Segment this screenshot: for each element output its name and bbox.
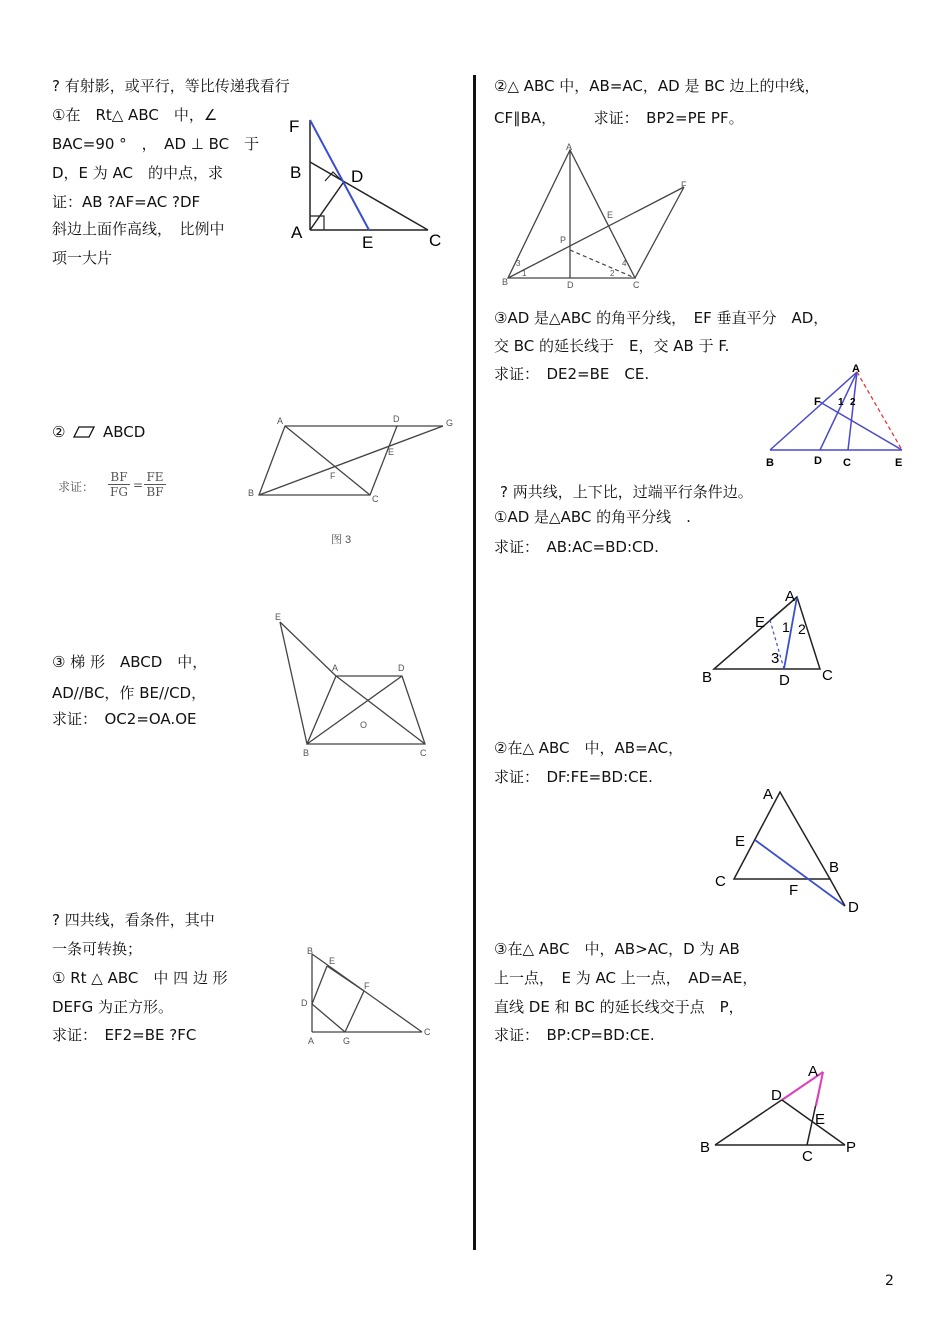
right-problem-5-line-4: 求证： BP:CP=BD:CE.: [494, 1026, 655, 1044]
label-P: P: [846, 1139, 857, 1156]
label-A: A: [277, 416, 284, 426]
angle-2: 2: [610, 269, 615, 278]
label-F: F: [681, 180, 687, 190]
problem-3-line-1: ③ 梯 形 ABCD 中，: [52, 653, 208, 671]
figure-parallelogram: [245, 412, 460, 552]
right-problem-3-line-2: 求证： AB:AC=BD:CD.: [494, 538, 659, 556]
angle-3: 3: [516, 259, 521, 268]
angle-1: 1: [782, 619, 790, 635]
label-E: E: [735, 833, 746, 850]
label-D: D: [301, 998, 308, 1008]
right-problem-2-line-1: ③AD 是△ABC 的角平分线， EF 垂直平分 AD，: [494, 309, 829, 327]
right-problem-2-line-3: 求证： DE2=BE CE.: [494, 365, 650, 383]
section-heading-four-collinear-2: 一条可转换；: [52, 940, 143, 958]
figure-isosceles-transversal: [705, 780, 865, 915]
label-A: A: [852, 363, 860, 375]
figure-caption: 图 3: [331, 534, 352, 546]
right-problem-5-line-2: 上一点， E 为 AC 上一点， AD=AE，: [494, 969, 758, 987]
right-problem-2-line-2: 交 BC 的延长线于 E，交 AB 于 F.: [494, 337, 730, 355]
label-C: C: [843, 457, 851, 469]
problem-1-line-3: D，E 为 AC 的中点，求: [52, 164, 224, 182]
angle-1: 1: [522, 269, 527, 278]
fraction-2-den: BF: [146, 485, 164, 499]
label-C: C: [372, 494, 379, 504]
label-P: P: [560, 235, 567, 245]
problem-3-line-3: 求证： OC2=OA.OE: [52, 710, 197, 728]
label-B: B: [502, 277, 509, 287]
fraction-1-den: FG: [110, 485, 128, 499]
label-A: A: [308, 1036, 315, 1046]
angle-3: 3: [771, 650, 780, 667]
label-D: D: [398, 663, 405, 673]
right-problem-4-line-2: 求证： DF:FE=BD:CE.: [494, 768, 653, 786]
angle-1: 1: [838, 397, 844, 408]
label-A: A: [763, 786, 774, 803]
problem-2-number: ②: [52, 423, 66, 441]
label-F: F: [364, 981, 370, 991]
label-D: D: [393, 414, 400, 424]
right-problem-4-line-1: ②在△ ABC 中，AB=AC，: [494, 739, 684, 757]
label-A: A: [332, 663, 339, 673]
section-heading-four-collinear-1: ? 四共线，看条件，其中: [52, 911, 215, 929]
label-C: C: [633, 280, 640, 290]
right-problem-3-line-1: ①AD 是△ABC 的角平分线 .: [494, 508, 691, 526]
label-B: B: [303, 748, 310, 758]
label-A: A: [808, 1063, 819, 1080]
figure-trapezoid: [270, 608, 440, 763]
label-C: C: [424, 1027, 431, 1037]
fraction-1: [108, 470, 130, 499]
problem-1-line-1: ①在 Rt△ ABC 中，∠: [52, 106, 218, 124]
right-problem-5-line-1: ③在△ ABC 中，AB>AC，D 为 AB: [494, 940, 740, 958]
problem-1-line-4: 证：AB ?AF=AC ?DF: [52, 193, 201, 211]
label-E: E: [815, 1111, 826, 1128]
label-C: C: [802, 1148, 813, 1165]
section-heading-two-collinear: ? 两共线，上下比，过端平行条件边。: [500, 483, 753, 501]
label-B: B: [307, 946, 314, 956]
label-D: D: [771, 1087, 782, 1104]
label-A: A: [291, 223, 303, 242]
parallelogram-icon: [73, 419, 95, 431]
problem-1-line-6: 项一大片: [52, 249, 113, 267]
qiuzheng-label: 求证：: [58, 480, 95, 494]
label-B: B: [766, 457, 774, 469]
label-O: O: [360, 720, 368, 730]
label-A: A: [566, 142, 573, 152]
figure-right-triangle-altitude: [285, 110, 450, 255]
angle-2: 2: [850, 397, 856, 408]
label-B: B: [829, 859, 840, 876]
angle-4: 4: [622, 259, 627, 268]
label-E: E: [755, 614, 766, 631]
label-F: F: [330, 471, 336, 481]
problem-2-title: [52, 418, 145, 447]
fraction-2: [144, 470, 166, 499]
fraction-eq: =: [133, 478, 144, 492]
right-problem-1-line-1: ②△ ABC 中，AB=AC，AD 是 BC 边上的中线，: [494, 77, 820, 95]
problem-1-line-5: 斜边上面作高线， 比例中: [52, 220, 225, 238]
section-heading-projection: ? 有射影，或平行，等比传递我看行: [52, 77, 290, 95]
label-F: F: [289, 117, 300, 136]
label-G: G: [343, 1036, 351, 1046]
figure-transversal-extension: [695, 1060, 870, 1170]
right-problem-5-line-3: 直线 DE 和 BC 的延长线交于点 P，: [494, 998, 744, 1016]
label-D: D: [567, 280, 574, 290]
label-E: E: [388, 447, 395, 457]
label-G: G: [446, 418, 454, 428]
label-F: F: [814, 396, 821, 408]
problem-4-line-3: 求证： EF2=BE ?FC: [52, 1026, 197, 1044]
label-E: E: [362, 233, 374, 252]
label-C: C: [420, 748, 427, 758]
label-B: B: [702, 669, 713, 686]
problem-4-line-2: DEFG 为正方形。: [52, 998, 174, 1016]
label-E: E: [329, 956, 336, 966]
figure-inscribed-square: [300, 942, 440, 1052]
right-problem-1-line-2: CF∥BA， 求证： BP2=PE PF。: [494, 109, 744, 127]
label-B: B: [700, 1139, 711, 1156]
problem-1-line-2: BAC=90 ° ， AD ⊥ BC 于: [52, 135, 260, 153]
problem-3-line-2: AD//BC，作 BE//CD，: [52, 684, 207, 702]
fraction-1-num: BF: [110, 470, 128, 484]
label-B: B: [248, 488, 255, 498]
label-C: C: [715, 873, 726, 890]
label-C: C: [429, 231, 442, 250]
label-F: F: [789, 882, 799, 899]
figure-angle-bisector-perp: [760, 360, 910, 470]
label-D: D: [814, 455, 822, 467]
label-B: B: [290, 163, 302, 182]
angle-2: 2: [798, 621, 806, 637]
label-D: D: [848, 899, 859, 916]
figure-isosceles-median: [500, 140, 700, 290]
label-E: E: [607, 210, 614, 220]
problem-4-line-1: ① Rt △ ABC 中 四 边 形: [52, 969, 228, 987]
column-divider: [473, 75, 476, 1250]
label-D: D: [351, 167, 364, 186]
label-C: C: [822, 667, 833, 684]
problem-2-shape: ABCD: [103, 423, 146, 441]
label-D: D: [779, 672, 790, 689]
fraction-2-num: FE: [146, 470, 164, 484]
label-E: E: [275, 612, 282, 622]
figure-bisector-theorem: [700, 585, 840, 690]
label-A: A: [785, 588, 796, 605]
page-number: 2: [885, 1273, 894, 1289]
label-E: E: [895, 457, 903, 469]
